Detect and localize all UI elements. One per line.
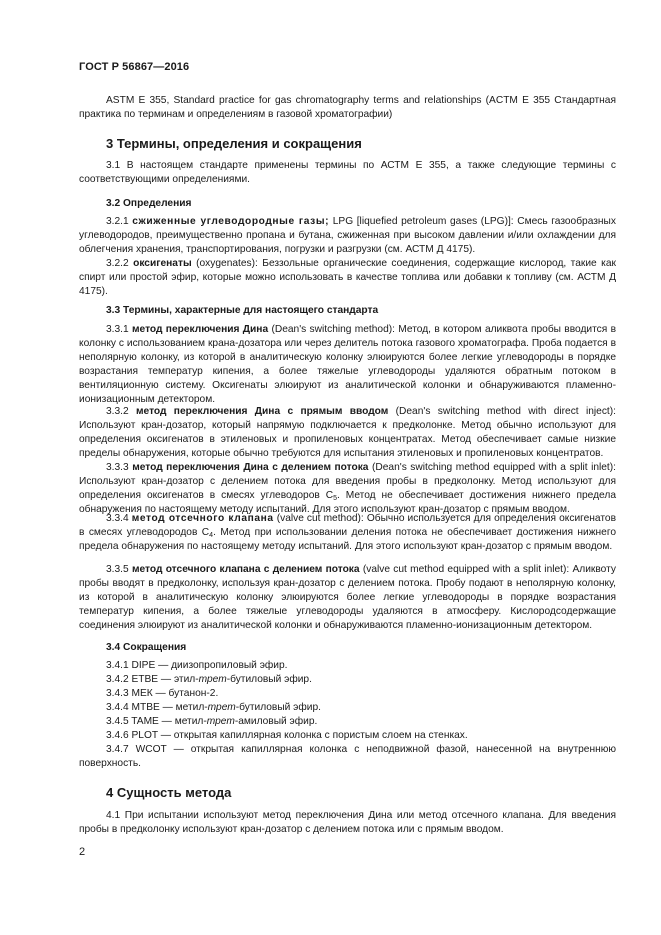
page-number: 2 [79,846,86,858]
list-item: 3.4.6 PLOT — открытая капиллярная колонка с пористым слоем на стенках. [106,730,468,741]
section-4-title: 4 Сущность метода [106,785,232,800]
list-item: 3.4.2 ETBE — этил-трет-бутиловый эфир. [106,674,312,685]
list-item: 3.4.5 TAME — метил-трет-амиловый эфир. [106,716,318,727]
subsection-3-2-title: 3.2 Определения [106,198,192,209]
abbreviation-3-4-7: 3.4.7 WCOT — открытая капиллярная колонка с неподвижной фазой, нанесенной на внутреннюю поверхность. [79,744,616,769]
list-item: 3.4.4 MTBE — метил-трет-бутиловый эфир. [106,702,321,713]
list-item: 3.4.3 МЕК — бутанон-2. [106,688,219,699]
term-3-3-2: 3.3.2 метод переключения Дина с прямым вводом (Dean's switching method with direct inject): Используют кран-дозатор, который напрямую подключается к предколонке. Метод обычно используют для определения оксигенатов в этиленовых и пропиленовых концентратах. Метод обеспечивает самые низкие пределы обнаружения, которые обычно требуются для испытания этиленовых и пропиленовых концентратов. [79,406,616,459]
abbreviations-list [106,659,468,743]
list-item: 3.4.1 DIPE — диизопропиловый эфир. [106,660,288,671]
subsection-3-3-title: 3.3 Термины, характерные для настоящего стандарта [106,305,379,316]
term-3-3-4: 3.3.4 метод отсечного клапана (valve cut method): Обычно используется для определения оксигенатов в смесях углеводородов $С_4$. Метод при использовании деления потока не обеспечивает достижения нижнего предела обнаружения по настоящему методу испытаний. Для этого используют кран-дозатор с прямым вводом. [79,513,616,552]
paragraph-4-1: 4.1 При испытании используют метод переключения Дина или метод отсечного клапана. Для введения пробы в предколонку используют кран-дозатор с делением потока или с прямым вводом. [79,810,616,835]
subsection-3-4-title: 3.4 Сокращения [106,642,187,653]
term-3-3-5: 3.3.5 метод отсечного клапана с делением потока (valve cut method equipped with a split inlet): Аликвоту пробы вводят в предколонку, используя кран-дозатор с делением потока. Пробу подают в неполярную колонку, из которой в аналитическую колонку элюируются более легкие углеводороды в порядке возрастания температур кипения, а более тяжелые углеводороды удаляются в атмосферу. Кислородсодержащие соединения элюируют из аналитической колонки и обнаруживаются пламенно-ионизационным детектором. [79,564,616,631]
reference-astm-e355: ASTM E 355, Standard practice for gas chromatography terms and relationships (ACTM E 355 Стандартная практика по терминам и определениям в газовой хроматографии) [79,95,616,120]
term-3-2-1: 3.2.1 сжиженные углеводородные газы; LPG [liquefied petroleum gases (LPG)]: Смесь газообразных углеводородов, преимущественно пропана и бутана, сжиженная при высоком давлении и/или охлаждении для облегчения хранения, транспортирования, погрузки и разгрузки (см. АСТМ Д 4175). [79,216,616,255]
standard-header: ГОСТ Р 56867—2016 [79,61,190,73]
term-3-3-1: 3.3.1 метод переключения Дина (Dean's switching method): Метод, в котором аликвота пробы вводится в колонку с использованием крана-дозатора или через делитель потока газового хроматографа. Проба подается в неполярную колонку, из которой в аналитическую колонку элюируются более легкие углеводороды в порядке возрастания температур кипения, а более тяжелые углеводороды удаляются обратным потоком в вентиляционную систему. Оксигенаты элюируют из аналитической колонки и обнаруживаются пламенно-ионизационным детектором. [79,324,616,405]
section-3-title: 3 Термины, определения и сокращения [106,136,362,151]
term-3-2-2: 3.2.2 оксигенаты (oxygenates): Беззольные органические соединения, содержащие кислород, такие как спирт или простой эфир, которые можно использовать в качестве топлива или добавки к топливу (см. АСТМ Д 4175). [79,258,616,297]
paragraph-3-1: 3.1 В настоящем стандарте применены термины по АСТМ Е 355, а также следующие термины с соответствующими определениями. [79,160,616,185]
term-3-3-3: 3.3.3 метод переключения Дина с делением потока (Dean's switching method equipped with a split inlet): Используют кран-дозатор с делением потока для введения пробы в предколонку. Метод используют для определения оксигенатов в смесях углеводоров $С_5$. Метод не обеспечивает достижения нижнего предела обнаружения по настоящему методу испытаний. Для этого используют кран-дозатор с прямым вводом. [79,462,616,515]
